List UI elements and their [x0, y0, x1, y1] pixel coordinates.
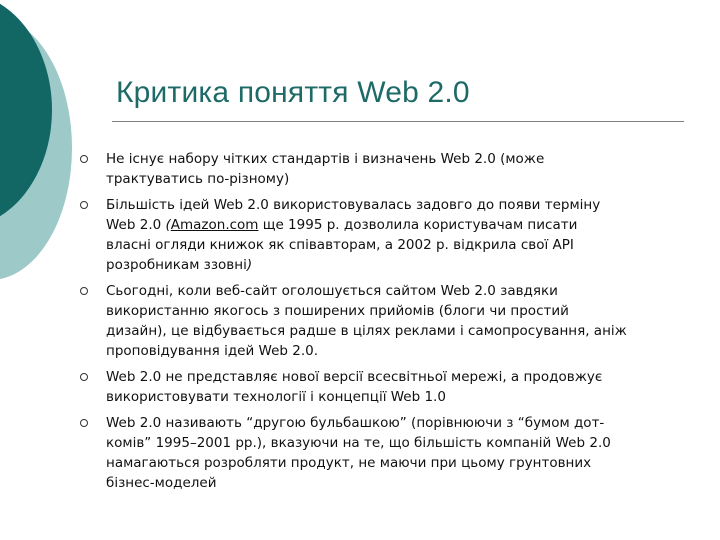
- text-line: [106, 255, 678, 275]
- text-fragment: ): [246, 257, 253, 273]
- bullet-text: [106, 195, 678, 275]
- text-line: дизайн), це відбувається радше в цілях реклами і самопросування, аніж: [106, 323, 627, 339]
- bullet-text: [106, 149, 678, 189]
- text-fragment: розробникам ззовні: [106, 257, 247, 273]
- text-line: комів” 1995–2001 рр.), вказуючи на те, що більшість компаній Web 2.0: [106, 435, 611, 451]
- bullet-text: [106, 281, 678, 361]
- bullet-marker-icon: [80, 373, 88, 381]
- bullet-marker-icon: [80, 201, 88, 209]
- text-line: проповідування ідей Web 2.0.: [106, 343, 319, 359]
- amazon-link[interactable]: Amazon.com: [170, 217, 259, 233]
- text-line: Не існує набору чітких стандартів і визначень Web 2.0 (може: [106, 151, 545, 167]
- corner-decoration: [0, 0, 80, 300]
- title-divider: [112, 121, 684, 122]
- text-line: Сьогодні, коли веб-сайт оголошується сайтом Web 2.0 завдяки: [106, 283, 558, 299]
- text-line: бізнес-моделей: [106, 475, 217, 491]
- text-fragment: ще 1995 р. дозволила користувачам писати: [258, 217, 578, 233]
- bullet-text: [106, 367, 678, 407]
- text-line: власні огляди книжок як співавторам, а 2002 р. відкрила свої API: [106, 237, 574, 253]
- text-line: використанню якогось з поширених прийомів (блоги чи простий: [106, 303, 569, 319]
- text-line: намагаються розробляти продукт, не маючи при цьому грунтовних: [106, 455, 592, 471]
- bullet-marker-icon: [80, 287, 88, 295]
- text-fragment: Web 2.0: [106, 217, 166, 233]
- slide-title: Критика поняття Web 2.0: [116, 76, 470, 109]
- text-line: трактуватись по-різному): [106, 171, 290, 187]
- bullet-marker-icon: [80, 155, 88, 163]
- text-fragment: (: [165, 217, 171, 233]
- text-line: Web 2.0 називають “другою бульбашкою” (порівнюючи з “бумом дот-: [106, 415, 605, 431]
- text-line: Web 2.0 не представляє нової версії всесвітньої мережі, а продовжує: [106, 369, 603, 385]
- bullet-text: [106, 413, 678, 493]
- text-line: використовувати технології і концепції Web 1.0: [106, 389, 446, 405]
- text-line: [106, 215, 678, 235]
- text-line: Більшість ідей Web 2.0 використовувалась задовго до появи терміну: [106, 197, 601, 213]
- bullet-marker-icon: [80, 419, 88, 427]
